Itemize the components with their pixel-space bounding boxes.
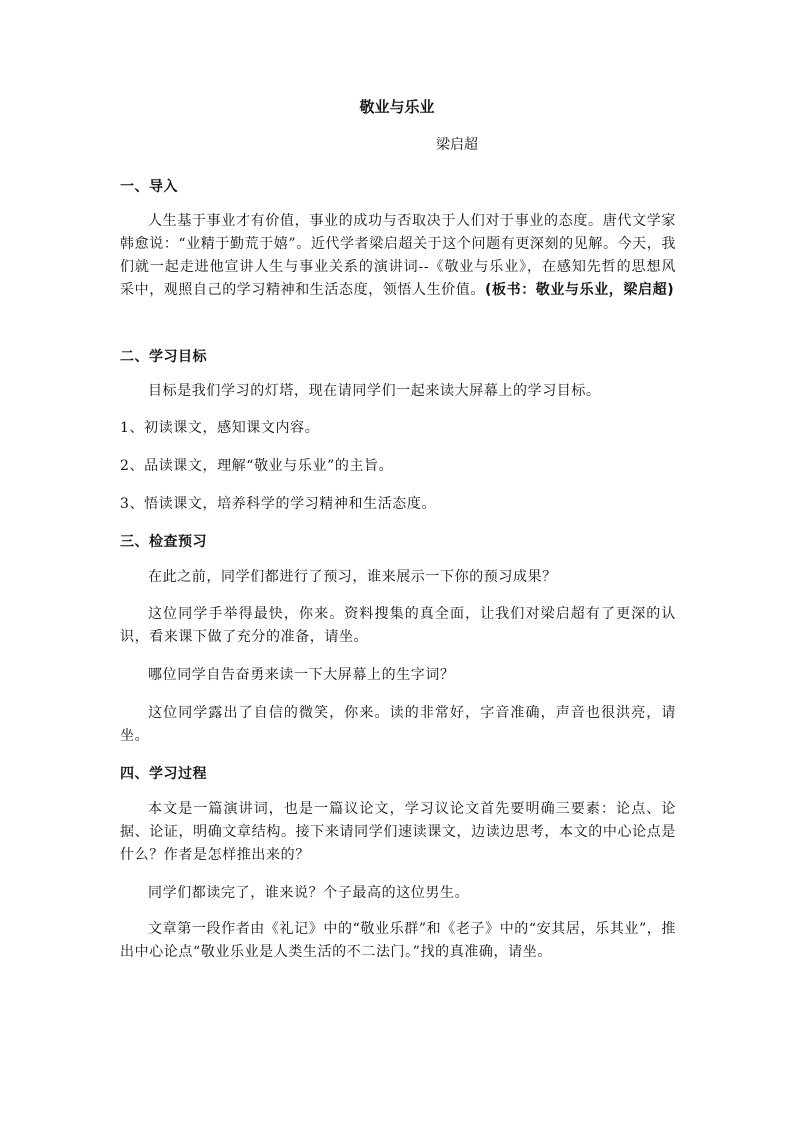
process-paragraph-2: 同学们都读完了，谁来说？个子最高的这位男生。 xyxy=(148,885,470,901)
goal-item-2: 2、品读课文，理解“敬业与乐业”的主旨。 xyxy=(120,458,394,474)
author-name: 梁启超 xyxy=(436,137,478,153)
intro-board-note: (板书：敬业与乐业，梁启超) xyxy=(485,282,675,298)
intro-text: 人生基于事业才有价值，事业的成功与否取决于人们对于事业的态度。唐代文学家韩愈说：“业精于勤荒于嬉”。近代学者梁启超关于这个问题有更深刻的见解。今天，我们就一起走进他宣讲人生与事业关系的演讲词--《敬业与乐业》，在感知先哲的思想风采中，观照自己的学习精神和生活态度，领悟人生价值。 xyxy=(120,213,676,298)
section-heading-process: 四、学习过程 xyxy=(120,766,207,782)
preview-paragraph-3: 哪位同学自告奋勇来读一下大屏幕上的生字词？ xyxy=(148,667,455,683)
section-heading-goals: 二、学习目标 xyxy=(120,349,207,365)
process-paragraph-1: 本文是一篇演讲词，也是一篇议论文，学习议论文首先要明确三要素：论点、论据、论证，明确文章结构。接下来请同学们速读课文，边读边思考，本文的中心论点是什么？作者是怎样推出来的？ xyxy=(120,801,676,863)
goal-item-3: 3、悟读课文，培养科学的学习精神和生活态度。 xyxy=(120,496,437,512)
goal-item-1: 1、初读课文，感知课文内容。 xyxy=(120,420,320,436)
preview-paragraph-2: 这位同学手举得最快，你来。资料搜集的真全面，让我们对梁启超有了更深的认识，看来课下做了充分的准备，请坐。 xyxy=(120,606,676,645)
section-heading-intro: 一、导入 xyxy=(120,179,178,195)
document-title: 敬业与乐业 xyxy=(359,98,435,116)
goals-paragraph: 目标是我们学习的灯塔，现在请同学们一起来读大屏幕上的学习目标。 xyxy=(148,383,601,399)
preview-paragraph-1: 在此之前，同学们都进行了预习，谁来展示一下你的预习成果？ xyxy=(148,569,557,585)
preview-paragraph-4: 这位同学露出了自信的微笑，你来。读的非常好，字音准确，声音也很洪亮，请坐。 xyxy=(120,705,676,744)
process-paragraph-3: 文章第一段作者由《礼记》中的“敬业乐群”和《老子》中的“安其居，乐其业”，推出中心论点“敬业乐业是人类生活的不二法门。”找的真准确，请坐。 xyxy=(120,921,676,960)
intro-paragraph xyxy=(120,210,676,302)
section-heading-preview: 三、检查预习 xyxy=(120,534,207,550)
